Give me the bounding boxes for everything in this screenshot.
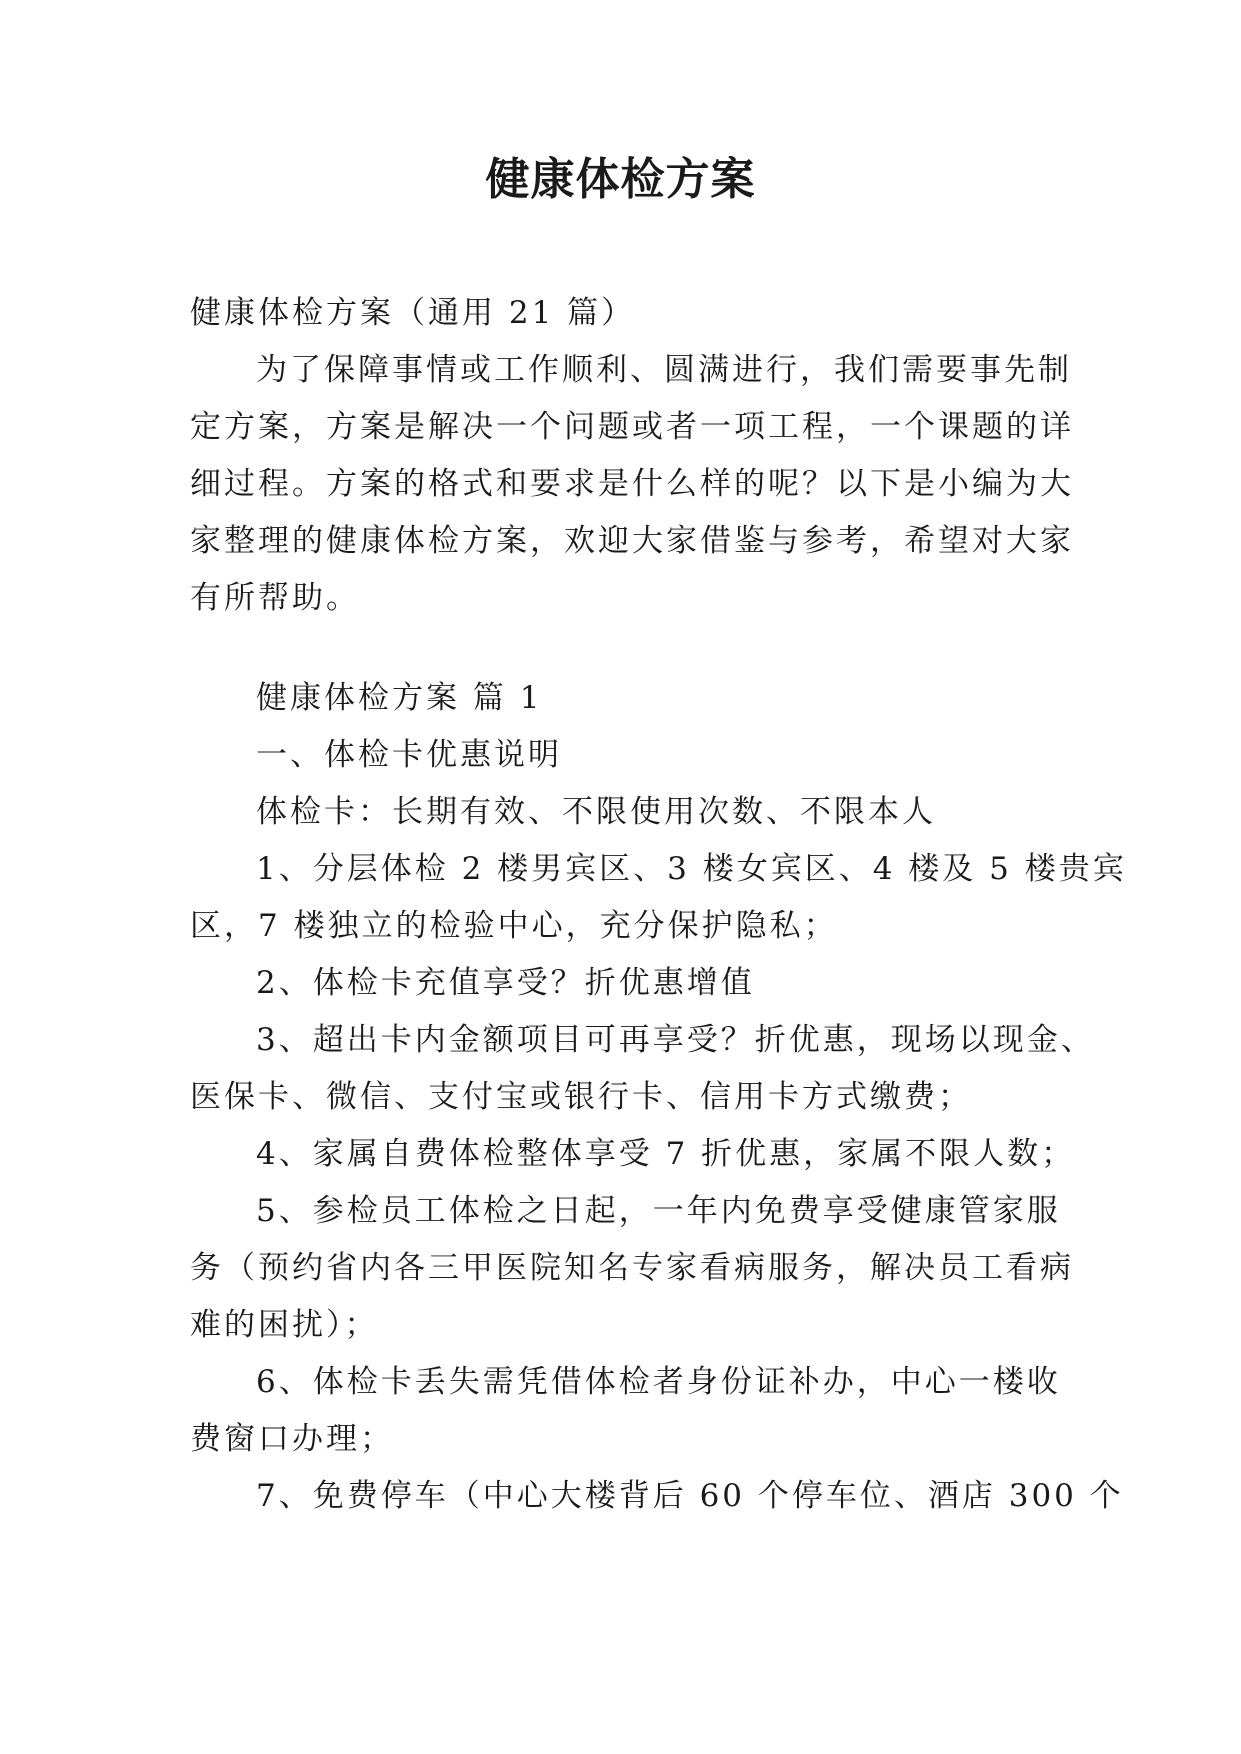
list-item-line: 1、分层体检 2 楼男宾区、3 楼女宾区、4 楼及 5 楼贵宾 (256, 851, 1127, 887)
list-item-line: 3、超出卡内金额项目可再享受？折优惠，现场以现金、 (256, 1022, 1095, 1058)
section-subheading: 一、体检卡优惠说明 (256, 737, 562, 773)
list-item-line: 5、参检员工体检之日起，一年内免费享受健康管家服 (256, 1193, 1061, 1229)
list-item-line: 2、体检卡充值享受？折优惠增值 (256, 965, 755, 1001)
card-info-line: 体检卡：长期有效、不限使用次数、不限本人 (256, 794, 936, 830)
list-item-line: 费窗口办理； (190, 1421, 394, 1457)
list-item-line: 6、体检卡丢失需凭借体检者身份证补办，中心一楼收 (256, 1364, 1061, 1400)
section-heading: 健康体检方案 篇 1 (256, 680, 543, 716)
section-body (190, 670, 1127, 1525)
list-item-line: 医保卡、微信、支付宝或银行卡、信用卡方式缴费； (190, 1079, 972, 1115)
list-item-line: 难的困扰）； (190, 1307, 379, 1343)
document-subtitle-block (190, 285, 1050, 342)
intro-line: 有所帮助。 (190, 580, 360, 616)
document-subtitle: 健康体检方案（通用 21 篇） (190, 295, 636, 331)
intro-line: 定方案，方案是解决一个问题或者一项工程，一个课题的详 (190, 409, 1074, 445)
document-title: 健康体检方案 (485, 154, 756, 205)
list-item-line: 7、免费停车（中心大楼背后 60 个停车位、酒店 300 个 (256, 1478, 1124, 1514)
list-item-line: 区，7 楼独立的检验中心，充分保护隐私； (190, 908, 838, 944)
intro-line: 家整理的健康体检方案，欢迎大家借鉴与参考，希望对大家 (190, 523, 1074, 559)
intro-line: 为了保障事情或工作顺利、圆满进行，我们需要事先制 (256, 352, 1072, 388)
intro-paragraph (190, 342, 1074, 627)
intro-line: 细过程。方案的格式和要求是什么样的呢？以下是小编为大 (190, 466, 1074, 502)
list-item-line: 务（预约省内各三甲医院知名专家看病服务，解决员工看病 (190, 1250, 1074, 1286)
list-item-line: 4、家属自费体检整体享受 7 折优惠，家属不限人数； (256, 1136, 1076, 1172)
